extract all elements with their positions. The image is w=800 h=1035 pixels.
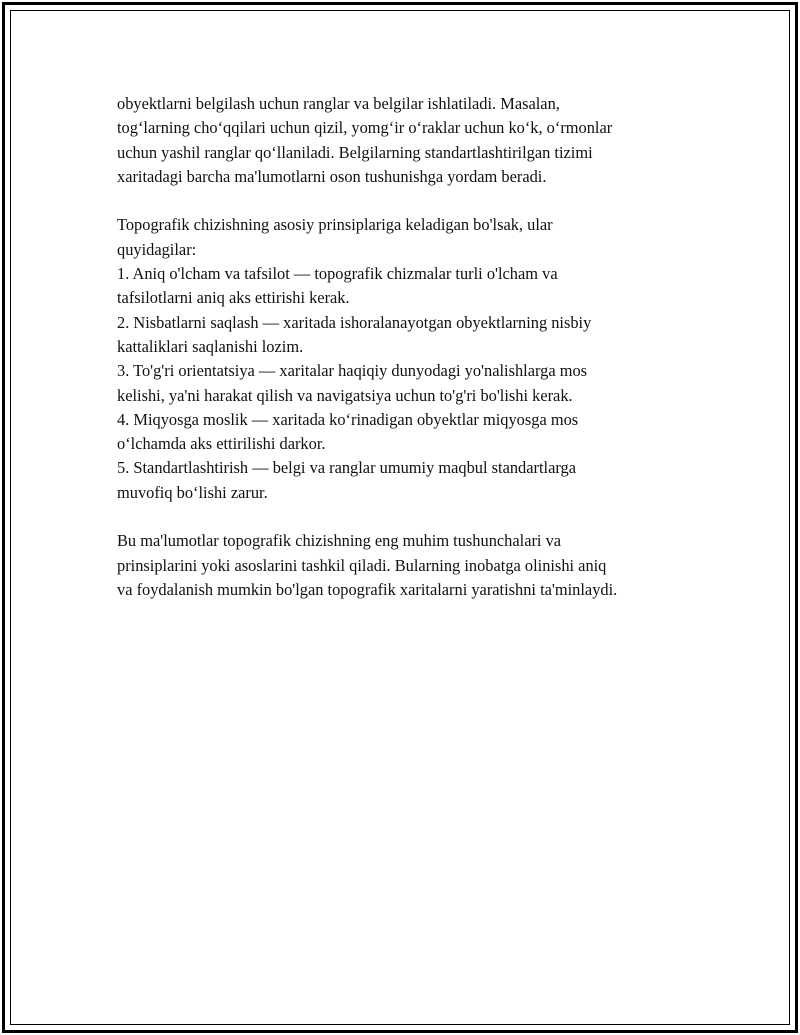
- text-line: xaritadagi barcha ma'lumotlarni oson tushunishga yordam beradi.: [117, 166, 547, 186]
- text-line: va foydalanish mumkin bo'lgan topografik xaritalarni yaratishni ta'minlaydi.: [117, 579, 618, 599]
- list-item-line: muvofiq bo‘lishi zarur.: [117, 482, 268, 502]
- text-line: obyektlarni belgilash uchun ranglar va belgilar ishlatiladi. Masalan,: [117, 94, 560, 113]
- list-item-line: 5. Standartlashtirish — belgi va ranglar umumiy maqbul standartlarga: [117, 458, 576, 478]
- list-item-line: o‘lchamda aks ettirilishi darkor.: [117, 434, 326, 454]
- paragraph-principles-list: [117, 213, 697, 505]
- paragraph-conclusion: [117, 529, 697, 602]
- list-item-line: kattaliklari saqlanishi lozim.: [117, 336, 304, 356]
- list-item-line: 3. To'g'ri orientatsiya — xaritalar haqiqiy dunyodagi yo'nalishlarga mos: [117, 361, 588, 381]
- text-line: prinsiplarini yoki asoslarini tashkil qiladi. Bularning inobatga olinishi aniq: [117, 555, 607, 575]
- list-item-line: 1. Aniq o'lcham va tafsilot — topografik chizmalar turli o'lcham va: [117, 264, 558, 284]
- list-item-line: kelishi, ya'ni harakat qilish va navigatsiya uchun to'g'ri bo'lishi kerak.: [117, 385, 573, 405]
- text-line: Bu ma'lumotlar topografik chizishning eng muhim tushunchalari va: [117, 531, 562, 551]
- list-item-line: tafsilotlarni aniq aks ettirishi kerak.: [117, 288, 350, 308]
- document-body: [117, 92, 697, 602]
- paragraph-color-symbols: [117, 92, 697, 189]
- list-item-line: 4. Miqyosga moslik — xaritada ko‘rinadigan obyektlar miqyosga mos: [117, 409, 579, 429]
- text-line: Topografik chizishning asosiy prinsiplariga keladigan bo'lsak, ular: [117, 215, 553, 235]
- text-line: uchun yashil ranglar qo‘llaniladi. Belgilarning standartlashtirilgan tizimi: [117, 142, 593, 162]
- list-item-line: 2. Nisbatlarni saqlash — xaritada ishoralanayotgan obyektlarning nisbiy: [117, 312, 592, 332]
- text-line: quyidagilar:: [117, 239, 197, 259]
- text-line: tog‘larning cho‘qqilari uchun qizil, yomg‘ir o‘raklar uchun ko‘k, o‘rmonlar: [117, 118, 613, 138]
